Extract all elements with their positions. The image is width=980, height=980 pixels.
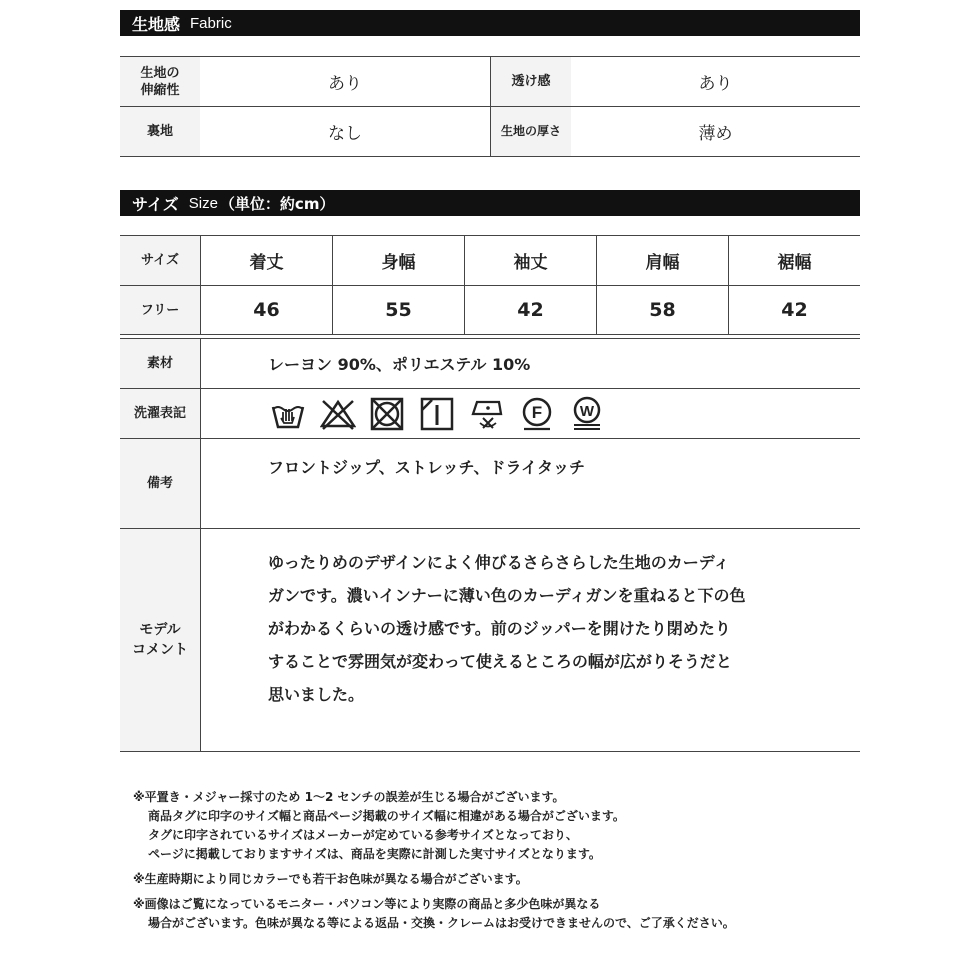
size-value-length: 46	[253, 299, 280, 321]
detail-divider	[200, 339, 201, 751]
model-comment-line: することで雰囲気が変わって使えるところの幅が広がりそうだと	[268, 652, 732, 671]
note-line: 商品タグに印字のサイズ幅と商品ページ掲載のサイズ幅に相違がある場合がございます。	[148, 809, 625, 823]
model-comment-label: モデル コメント	[120, 529, 200, 751]
note-line: 場合がございます。色味が異なる等による返品・交換・クレームはお受けできませんので、ご了承ください。	[148, 916, 735, 930]
thickness-value: 薄め	[698, 124, 733, 144]
note-line: ※生産時期により同じカラーでも若干お色味が異なる場合がございます。	[133, 872, 528, 886]
note-line: ページに掲載しておりますサイズは、商品を実際に計測した実寸サイズとなります。	[148, 847, 601, 861]
size-col-hem: 裾幅	[777, 253, 812, 273]
note-line: ※平置き・メジャー採寸のため 1〜2 センチの誤差が生じる場合がございます。	[133, 790, 565, 804]
fabric-title: 生地感	[132, 14, 181, 34]
detail-rule-3	[120, 528, 860, 529]
size-col-shoulder: 肩幅	[645, 253, 680, 273]
detail-rule-2	[120, 438, 860, 439]
no-tumble-dry-icon	[369, 396, 405, 432]
size-header	[120, 190, 860, 216]
svg-text:W: W	[579, 403, 595, 420]
size-col-width: 身幅	[381, 253, 416, 273]
size-row-label: フリー	[120, 286, 200, 334]
model-comment-line: ゆったりめのデザインによく伸びるさらさらした生地のカーディ	[268, 553, 730, 572]
model-comment-line: ガンです。濃いインナーに薄い色のカーディガンを重ねると下の色	[268, 586, 746, 605]
size-value-hem: 42	[781, 299, 808, 321]
wet-clean-w-icon	[569, 396, 605, 432]
size-label: サイズ	[120, 236, 200, 285]
no-bleach-icon	[320, 396, 356, 432]
size-table-bottom-rule-1	[120, 334, 860, 335]
size-title: サイズ	[132, 194, 179, 214]
sheer-label: 透け感	[491, 57, 571, 106]
fabric-table-bottom-rule	[120, 156, 860, 157]
thickness-label: 生地の厚さ	[491, 107, 571, 156]
stretch-label: 生地の 伸縮性	[120, 57, 200, 106]
remarks-value: フロントジップ、ストレッチ、ドライタッチ	[268, 458, 585, 477]
remarks-label: 備考	[120, 439, 200, 528]
dry-clean-f-icon	[519, 396, 555, 432]
detail-rule-1	[120, 388, 860, 389]
fabric-header	[120, 10, 860, 36]
fabric-title-en: Fabric	[190, 14, 232, 32]
model-comment-line: がわかるくらいの透け感です。前のジッパーを開けたり閉めたり	[268, 619, 731, 638]
stretch-value: あり	[328, 74, 362, 94]
lining-value: なし	[328, 124, 362, 144]
note-line: ※画像はご覧になっているモニター・パソコン等により実際の商品と多少色味が異なる	[133, 897, 601, 911]
sheer-value: あり	[698, 74, 733, 94]
model-comment-line: 思いました。	[268, 685, 365, 704]
line-dry-shade-icon	[419, 396, 455, 432]
iron-low-icon	[469, 396, 505, 432]
material-value: レーヨン 90%、ポリエステル 10%	[268, 355, 531, 374]
care-label: 洗濯表記	[120, 389, 200, 438]
size-value-shoulder: 58	[649, 299, 676, 321]
lining-label: 裏地	[120, 107, 200, 156]
size-value-sleeve: 42	[517, 299, 544, 321]
detail-rule-4	[120, 751, 860, 752]
svg-text:F: F	[531, 403, 543, 422]
hand-wash-icon	[270, 396, 306, 432]
size-value-width: 55	[385, 299, 412, 321]
material-label: 素材	[120, 339, 200, 388]
size-unit: （単位：約cm）	[219, 194, 335, 213]
size-table-bottom-rule-2	[120, 338, 860, 339]
size-title-en: Size	[188, 194, 218, 212]
size-col-sleeve: 袖丈	[513, 253, 548, 273]
size-col-length: 着丈	[249, 253, 284, 273]
note-line: タグに印字されているサイズはメーカーが定めている参考サイズとなっており、	[148, 828, 578, 842]
